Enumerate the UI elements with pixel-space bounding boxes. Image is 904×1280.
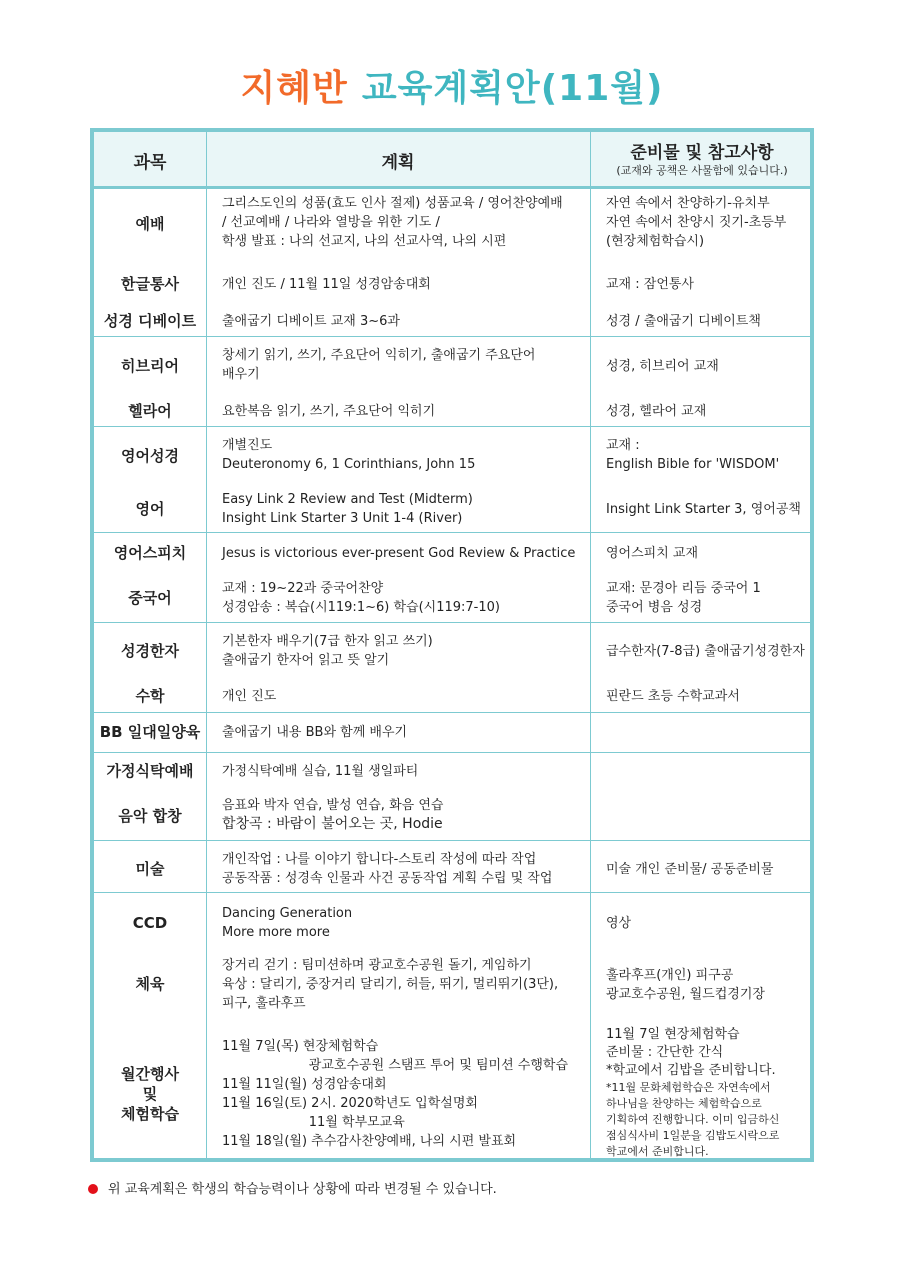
plan-line: 개인 진도 / 11월 11일 성경암송대회 [222,277,431,292]
plan-line: 창세기 읽기, 쓰기, 주요단어 익히기, 출애굽기 주요단어 [222,348,536,363]
plan-line: 개별진도 [222,438,273,453]
plan-line: 공동작품 : 성경속 인물과 사건 공동작업 계획 수립 및 작업 [222,871,553,886]
plan-line: 출애굽기 한자어 읽고 뜻 알기 [222,653,390,668]
plan-line: 출애굽기 디베이트 교재 3~6과 [222,314,400,329]
header-plan: 계획 [381,153,415,173]
prep-line: 자연 속에서 찬양하기-유치부 [606,196,770,211]
prep-line: 훌라후프(개인) 피구공 [606,968,734,983]
plan-line: 출애굽기 내용 BB와 함께 배우기 [222,725,408,740]
prep-line: 하나님을 찬양하는 체험학습으로 [606,1097,762,1110]
prep-line: 핀란드 초등 수학교과서 [606,689,740,704]
prep-line: 영상 [606,916,632,931]
subject-bible-hanja: 성경한자 [121,642,179,660]
plan-line: Dancing Generation [222,906,353,921]
column-divider [590,132,591,1158]
plan-line: 장거리 걷기 : 팀미션하며 광교호수공원 돌기, 게임하기 [222,958,532,973]
plan-line: 광교호수공원 스탬프 투어 및 팀미션 수행학습 [222,1058,569,1073]
footnote-text: 위 교육계획은 학생의 학습능력이나 상황에 따라 변경될 수 있습니다. [108,1182,497,1197]
subject-worship: 예배 [135,215,165,233]
plan-line: Deuteronomy 6, 1 Corinthians, John 15 [222,457,476,472]
prep-line: 자연 속에서 찬양시 짓기-초등부 [606,215,787,230]
column-divider [206,132,207,1158]
plan-line: 11월 7일(목) 현장체험학습 [222,1039,379,1054]
plan-line: Easy Link 2 Review and Test (Midterm) [222,492,473,507]
plan-line: 음표와 박자 연습, 발성 연습, 화음 연습 [222,798,444,813]
header-subject: 과목 [133,153,167,173]
plan-line: 피구, 훌라후프 [222,996,306,1011]
subject-korean-history: 한글통사 [121,275,179,293]
plan-line: 11월 학부모교육 [222,1115,405,1130]
plan-line: 개인작업 : 나를 이야기 합니다-스토리 작성에 따라 작업 [222,852,537,867]
prep-line: 학교에서 준비합니다. [606,1145,709,1158]
subject-bb-mentoring: BB 일대일양육 [99,723,201,741]
prep-line: English Bible for 'WISDOM' [606,457,780,472]
group-divider [94,752,810,753]
plan-line: / 선교예배 / 나라와 열방을 위한 기도 / [222,215,440,230]
prep-line: 준비물 : 간단한 간식 [606,1045,724,1060]
plan-line: 기본한자 배우기(7급 한자 읽고 쓰기) [222,634,433,649]
plan-line: 학생 발표 : 나의 선교지, 나의 선교사역, 나의 시편 [222,234,507,249]
plan-line: 11월 18일(월) 추수감사찬양예배, 나의 시편 발표회 [222,1134,517,1149]
group-divider [94,426,810,427]
plan-line: 그리스도인의 성품(효도 인사 절제) 성품교육 / 영어찬양예배 [222,196,563,211]
subject-greek: 헬라어 [128,402,172,420]
group-divider [94,532,810,533]
prep-line: 점심식사비 1일분을 김밥도시락으로 [606,1129,780,1142]
prep-line: Insight Link Starter 3, 영어공책 [606,502,801,517]
subject-art: 미술 [135,860,165,878]
group-divider [94,336,810,337]
prep-line: 성경, 히브리어 교재 [606,359,719,374]
plan-line: 합창곡 : 바람이 불어오는 곳, Hodie [222,816,443,832]
subject-english: 영어 [135,500,165,518]
header-prep-note: (교재와 공책은 사물함에 있습니다.) [616,164,788,177]
plan-line: Jesus is victorious ever-present God Review & Practice [222,546,576,561]
subject-pe: 체육 [135,975,165,993]
subject-monthly-events: 월간행사 및 체험학습 [121,1065,179,1123]
subject-bible-debate: 성경 디베이트 [103,312,197,330]
subject-hebrew: 히브리어 [121,357,179,375]
prep-line: *학교에서 김밥을 준비합니다. [606,1063,776,1078]
group-divider [94,712,810,713]
prep-line: 교재: 문경아 리듬 중국어 1 [606,581,761,596]
footnote [88,1178,497,1197]
subject-english-bible: 영어성경 [121,447,179,465]
page-title [0,60,904,111]
group-divider [94,892,810,893]
title-plan-name: 교육계획안(11월) [361,68,664,109]
group-divider [94,622,810,623]
prep-line: 광교호수공원, 월드컵경기장 [606,987,765,1002]
prep-line: 교재 : [606,438,640,453]
subject-music-choir: 음악 합창 [118,807,182,825]
subject-ccd: CCD [132,914,168,932]
subject-english-speech: 영어스피치 [113,544,187,562]
subject-family-table-worship: 가정식탁예배 [106,762,194,780]
plan-line: 가정식탁예배 실습, 11월 생일파티 [222,764,419,779]
prep-line: 11월 7일 현장체험학습 [606,1027,740,1042]
plan-line: 배우기 [222,367,260,382]
plan-line: More more more [222,925,330,940]
plan-line: 11월 11일(월) 성경암송대회 [222,1077,387,1092]
plan-line: 11월 16일(토) 2시. 2020학년도 입학설명회 [222,1096,478,1111]
bullet-icon [88,1184,98,1194]
plan-line: 성경암송 : 복습(시119:1~6) 학습(시119:7-10) [222,600,500,615]
title-class-name: 지혜반 [240,68,348,109]
plan-line: 요한복음 읽기, 쓰기, 주요단어 익히기 [222,404,436,419]
prep-line: 성경, 헬라어 교재 [606,404,707,419]
group-divider [94,840,810,841]
subject-math: 수학 [135,687,165,705]
plan-line: 개인 진도 [222,689,277,704]
prep-line: 교재 : 잠언통사 [606,277,694,292]
plan-table [90,128,814,1162]
prep-line: 영어스피치 교재 [606,546,699,561]
header-prep: 준비물 및 참고사항 [630,143,774,163]
prep-line: 성경 / 출애굽기 디베이트책 [606,314,761,329]
plan-line: 교재 : 19~22과 중국어찬양 [222,581,384,596]
plan-line: Insight Link Starter 3 Unit 1-4 (River) [222,511,463,526]
prep-line: 기획하여 진행합니다. 이미 입금하신 [606,1113,780,1126]
prep-line: 중국어 병음 성경 [606,600,703,615]
prep-line: 급수한자(7-8급) 출애굽기성경한자 [606,644,805,659]
subject-chinese: 중국어 [128,589,172,607]
plan-line: 육상 : 달리기, 중장거리 달리기, 허들, 뛰기, 멀리뛰기(3단), [222,977,559,992]
prep-line: (현장체험학습시) [606,234,705,249]
prep-line: 미술 개인 준비물/ 공동준비물 [606,862,774,877]
prep-line: *11월 문화체험학습은 자연속에서 [606,1081,771,1094]
